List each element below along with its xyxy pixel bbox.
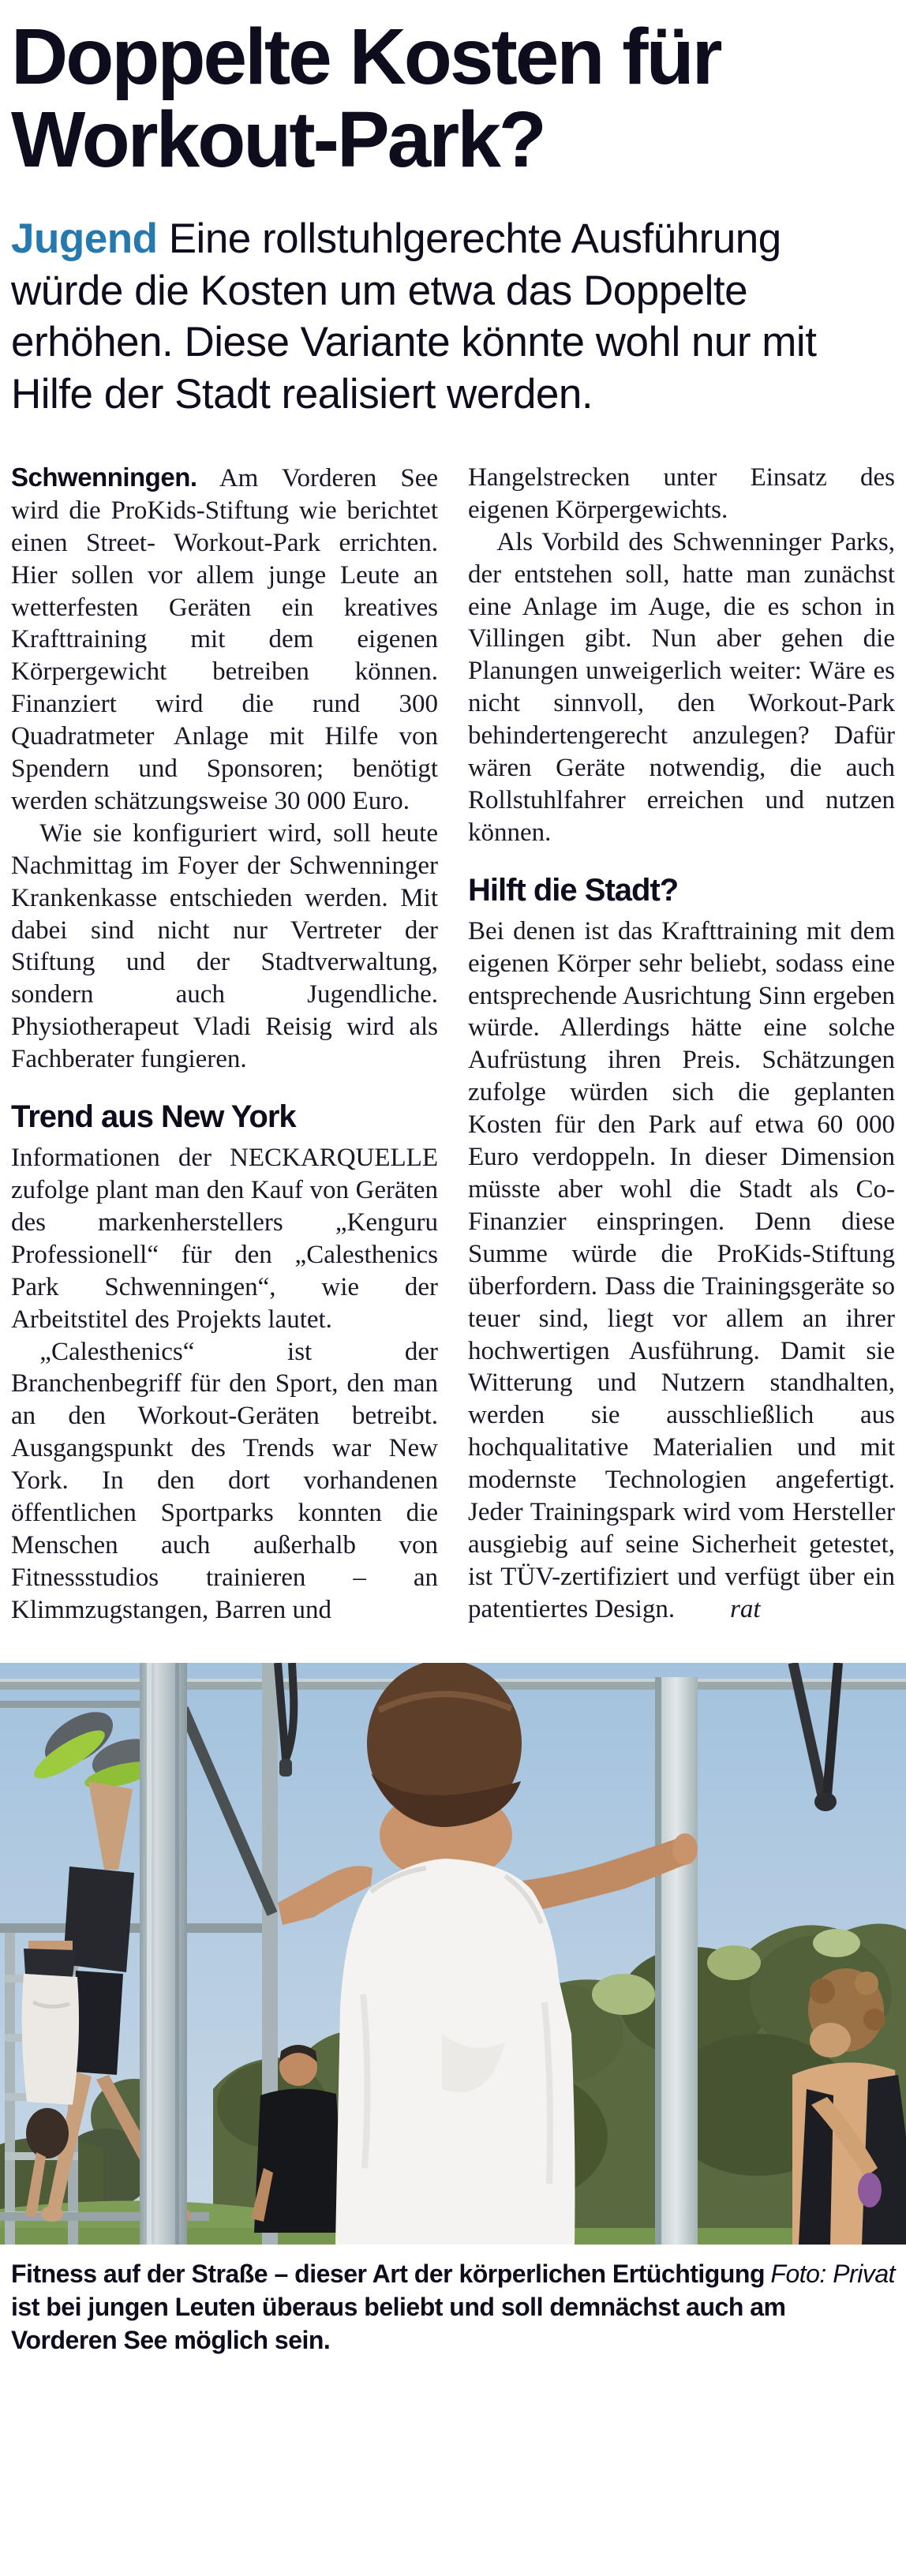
body-paragraph-4: „Calesthenics“ ist der Branchenbegriff für den Sport, den man an den Workout-Geräten betreibt. Ausgangspunkt des Trends war New York. In den dort vorhandenen öffentlichen Sportparks konnten die Menschen auch außerhalb von Fitnessstudios trainieren – an Klimmzugstangen, Barren und	[11, 1337, 438, 1624]
subhead-hilft-die-stadt: Hilft die Stadt?	[468, 872, 679, 908]
article-headline: Doppelte Kosten für Workout-Park?	[11, 13, 721, 184]
subhead-trend-aus-new-york: Trend aus New York	[11, 1099, 296, 1135]
lead-paragraph	[11, 213, 895, 421]
photo-caption	[11, 2257, 895, 2357]
lead-text: Eine rollstuhlgerechte Ausführung würde die Kosten um etwa das Doppelte erhöhen. Diese Variante könnte wohl nur mit Hilfe der Stadt realisiert werden.	[11, 215, 817, 418]
body-paragraph-2: Wie sie konfiguriert wird, soll heute Nachmittag im Foyer der Schwenninger Krankenkasse entschieden werden. Mit dabei sind nicht nur Vertreter der Stiftung und der Stadtverwaltung, sondern auch Jugendliche. Physiotherapeut Vladi Reisig wird als Fachberater fungieren.	[11, 818, 438, 1074]
body-paragraph-6: Als Vorbild des Schwenninger Parks, der entstehen soll, hatte man zunächst eine Anlage im Auge, die es schon in Villingen gibt. Nun aber gehen die Planungen unweigerlich weiter: Wäre es nicht sinnvoll, den Workout-Park behindertengerecht anzulegen? Dafür wären Geräte notwendig, die auch Rollstuhlfahrer erreichen und nutzen können.	[468, 527, 895, 847]
central-post	[140, 1663, 187, 2245]
body-paragraph-5: Hangelstrecken unter Einsatz des eigenen Körpergewichts.	[468, 462, 895, 524]
author-initials: rat	[730, 1594, 761, 1623]
left-column	[11, 462, 438, 1627]
article-photo	[0, 1663, 906, 2245]
body-paragraph-7	[468, 915, 895, 1626]
paragraph-1-text: Am Vorderen See wird die ProKids-Stiftung wie berichtet einen Street- Workout-Park errichten. Hier sollen vor allem junge Leute an wetterfesten Geräten ein kreatives Krafttraining mit dem eigenen Körpergewicht betreiben können. Finanziert wird die rund 300 Quadratmeter Anlage mit Hilfe von Spendern und Sponsoren; benötigt werden schätzungsweise 30 000 Euro.	[11, 463, 438, 815]
photo-caption-text: Fitness auf der Straße – dieser Art der körperlichen Ertüchtigung ist bei jungen Leuten überaus beliebt und soll demnächst auch am Vorderen See möglich sein.	[11, 2259, 786, 2355]
article-body	[11, 462, 895, 1627]
right-column	[468, 462, 895, 1627]
paragraph-7-text: Bei denen ist das Krafttraining mit dem eigenen Körper sehr beliebt, sodass eine entsprechende Ausrichtung Sinn ergeben würde. Allerdings hätte eine solche Aufrüstung ihren Preis. Schätzungen zufolge würden sich die geplanten Kosten für den Park auf etwa 60 000 Euro verdoppeln. In dieser Dimension müsste aber wohl die Stadt als Co-Finanzier einspringen. Denn diese Summe würde die ProKids-Stiftung überfordern. Dass die Trainingsgeräte so teuer sind, liegt vor allem an ihrer hochwertigen Ausführung. Damit sie Witterung und Nutzern standhalten, werden sie ausschließlich aus hochqualitative Materialien und mit modernste Technologien angefertigt. Jeder Trainingspark wird vom Hersteller ausgiebig auf seine Sicherheit getestet, ist TÜV-zertifiziert und verfügt über ein patentiertes Design.	[468, 916, 895, 1623]
kicker-jugend: Jugend	[11, 215, 158, 262]
body-paragraph-1	[11, 462, 438, 818]
dateline-schwenningen: Schwenningen.	[11, 462, 197, 492]
body-paragraph-3: Informationen der NECKARQUELLE zufolge plant man den Kauf von Geräten des markenherstellers „Kenguru Professionell“ für den „Calesthenics Park Schwenningen“, wie der Arbeitstitel des Projekts lautet.	[11, 1144, 438, 1334]
photo-credit: Foto: Privat	[770, 2259, 895, 2288]
